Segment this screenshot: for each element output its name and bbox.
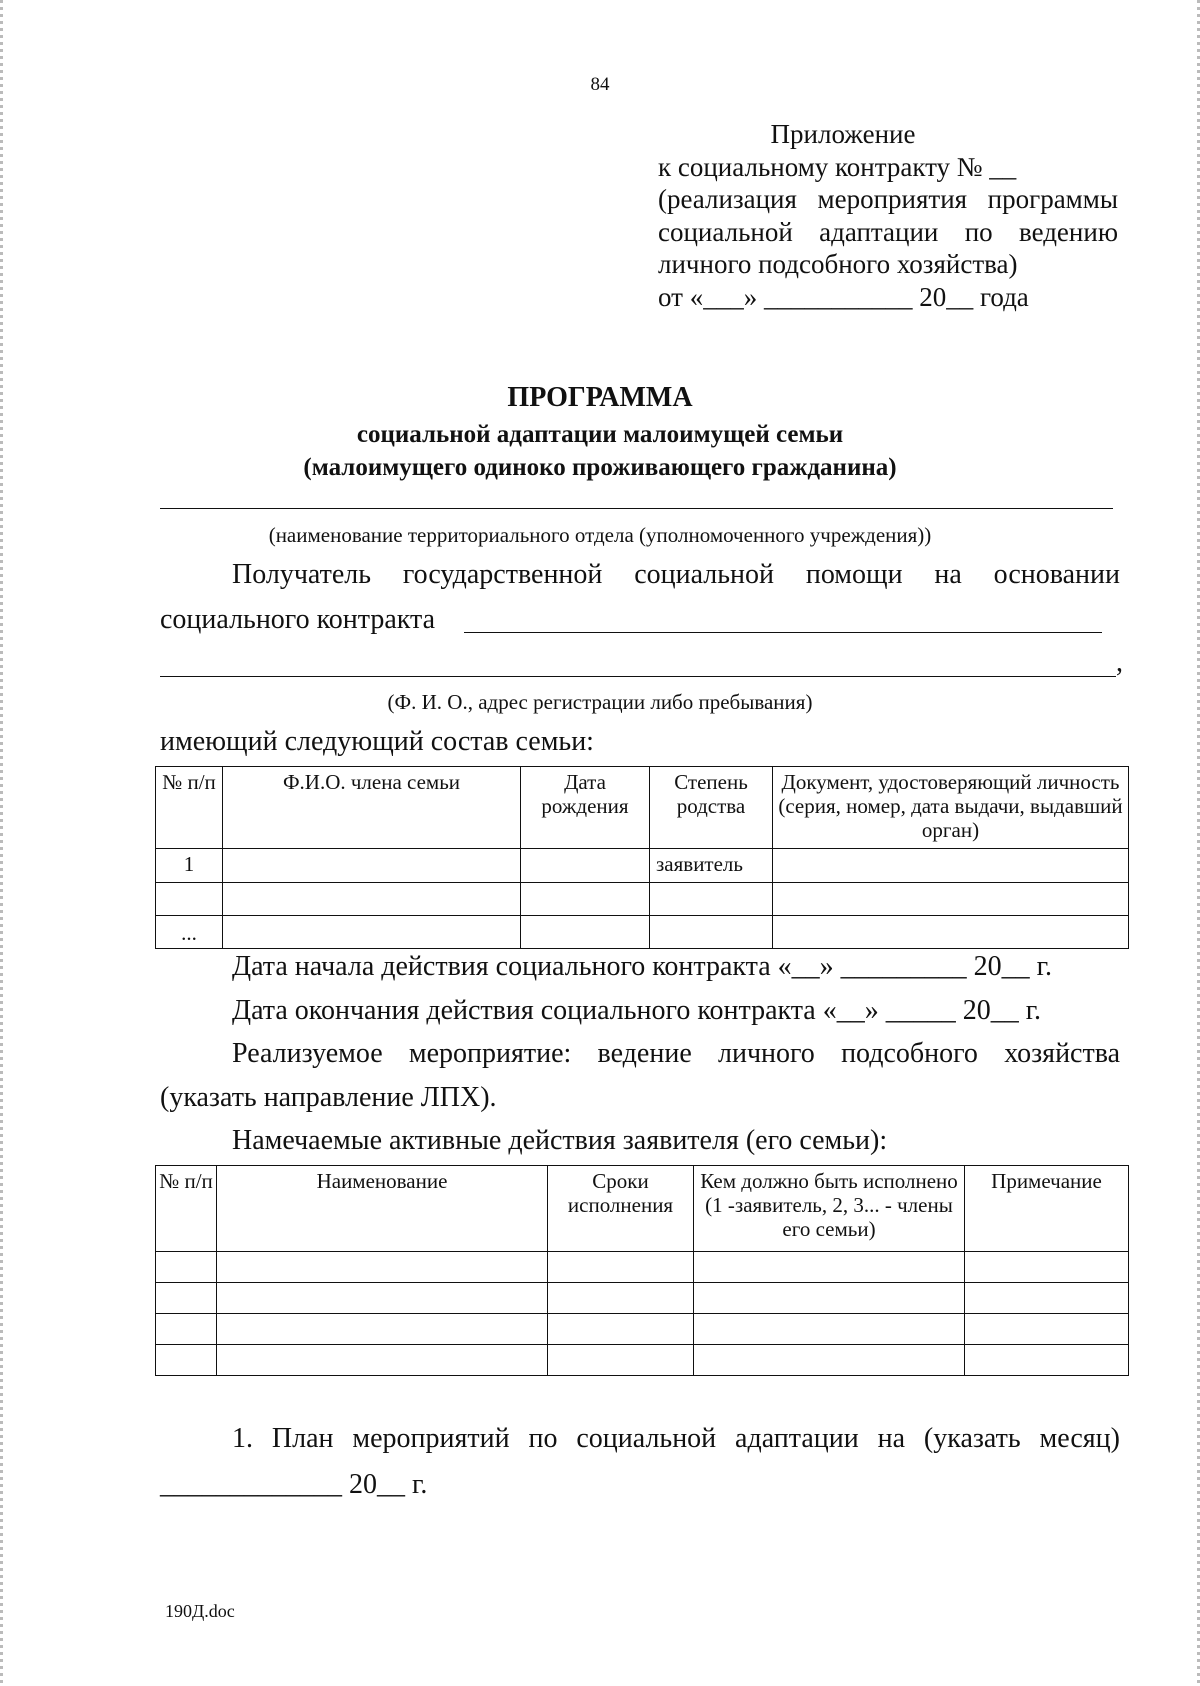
table-cell	[217, 1252, 548, 1283]
appendix-text-line: социальной адаптации по ведению	[658, 216, 1118, 247]
program-title-block	[0, 378, 1200, 484]
actions-intro: Намечаемые активные действия заявителя (его семьи):	[232, 1125, 888, 1156]
plan-line: 1. План мероприятий по социальной адаптации на (указать месяц)	[232, 1423, 1120, 1454]
table-cell	[548, 1283, 694, 1314]
actions-col-number: № п/п	[156, 1166, 217, 1252]
table-cell	[156, 1345, 217, 1376]
table-cell	[156, 1314, 217, 1345]
table-cell	[156, 883, 223, 916]
appendix-contract-ref: к социальному контракту № __	[658, 151, 1017, 182]
table-row	[156, 916, 1129, 949]
recipient-fill-line-2	[160, 676, 1116, 677]
plan-line-2: _____________ 20__ г.	[160, 1469, 428, 1500]
table-cell	[965, 1252, 1129, 1283]
table-cell	[773, 849, 1129, 883]
appendix-text-line: (реализация мероприятия программы	[658, 184, 1118, 214]
actions-col-name: Наименование	[217, 1166, 548, 1252]
appendix-date-line: от «___» ___________ 20__ года	[658, 281, 1029, 312]
table-cell	[521, 916, 650, 949]
family-intro: имеющий следующий состав семьи:	[160, 726, 594, 757]
program-subtitle: социальной адаптации малоимущей семьи	[356, 421, 844, 448]
table-cell	[965, 1345, 1129, 1376]
table-row	[156, 1283, 1129, 1314]
family-table-header-row	[156, 767, 1129, 849]
table-cell	[773, 883, 1129, 916]
appendix-title: Приложение	[770, 119, 916, 149]
contract-start-date: Дата начала действия социального контракта «__» _________ 20__ г.	[232, 951, 1052, 982]
table-cell	[694, 1283, 965, 1314]
recipient-contract-label: социального контракта	[160, 604, 435, 635]
program-subtitle-2: (малоимущего одиноко проживающего гражданина)	[303, 454, 897, 481]
actions-col-executor: Кем должно быть исполнено (1 -заявитель, 2, 3... - члены его семьи)	[694, 1166, 965, 1252]
actions-table-header-row	[156, 1166, 1129, 1252]
table-cell	[548, 1252, 694, 1283]
footer-filename: 190Д.doc	[165, 1601, 235, 1621]
appendix-text-line: личного подсобного хозяйства)	[658, 249, 1018, 279]
table-cell	[694, 1252, 965, 1283]
table-cell	[521, 849, 650, 883]
measure-line: Реализуемое мероприятие: ведение личного подсобного хозяйства	[232, 1038, 1120, 1069]
contract-end-date: Дата окончания действия социального контракта «__» _____ 20__ г.	[232, 995, 1042, 1026]
table-row	[156, 1314, 1129, 1345]
actions-table	[155, 1165, 1129, 1376]
table-cell	[965, 1314, 1129, 1345]
family-col-name: Ф.И.О. члена семьи	[223, 767, 521, 849]
family-col-number: № п/п	[156, 767, 223, 849]
department-caption: (наименование территориального отдела (уполномоченного учреждения))	[268, 523, 932, 547]
family-col-relation: Степень родства	[650, 767, 773, 849]
table-cell	[217, 1345, 548, 1376]
family-col-birthdate: Дата рождения	[521, 767, 650, 849]
table-row	[156, 1252, 1129, 1283]
family-table	[155, 766, 1129, 949]
table-cell	[223, 849, 521, 883]
recipient-fill-line	[464, 632, 1102, 633]
actions-col-deadline: Сроки исполнения	[548, 1166, 694, 1252]
table-cell	[217, 1283, 548, 1314]
measure-line-2: (указать направление ЛПХ).	[160, 1082, 497, 1113]
recipient-comma: ,	[1116, 647, 1123, 678]
table-row	[156, 883, 1129, 916]
table-cell	[521, 883, 650, 916]
table-cell	[548, 1345, 694, 1376]
table-cell	[156, 1283, 217, 1314]
table-cell	[650, 916, 773, 949]
table-cell	[223, 883, 521, 916]
table-row	[156, 1345, 1129, 1376]
table-cell: заявитель	[650, 849, 773, 883]
table-cell	[965, 1283, 1129, 1314]
table-cell	[156, 1252, 217, 1283]
table-cell: ...	[156, 916, 223, 949]
table-cell	[694, 1345, 965, 1376]
family-col-document: Документ, удостоверяющий личность (серия, номер, дата выдачи, выдавший орган)	[773, 767, 1129, 849]
table-row	[156, 849, 1129, 883]
department-fill-line	[160, 508, 1113, 509]
table-cell	[650, 883, 773, 916]
table-cell: 1	[156, 849, 223, 883]
table-cell	[217, 1314, 548, 1345]
scan-edge-left	[0, 0, 3, 1686]
table-cell	[694, 1314, 965, 1345]
table-cell	[773, 916, 1129, 949]
program-title: ПРОГРАММА	[507, 382, 693, 413]
recipient-line: Получатель государственной социальной помощи на основании	[232, 559, 1120, 590]
table-cell	[548, 1314, 694, 1345]
appendix-block	[658, 118, 1118, 313]
actions-col-note: Примечание	[965, 1166, 1129, 1252]
page-number: 84	[590, 74, 610, 95]
table-cell	[223, 916, 521, 949]
recipient-caption: (Ф. И. О., адрес регистрации либо пребывания)	[387, 690, 813, 714]
